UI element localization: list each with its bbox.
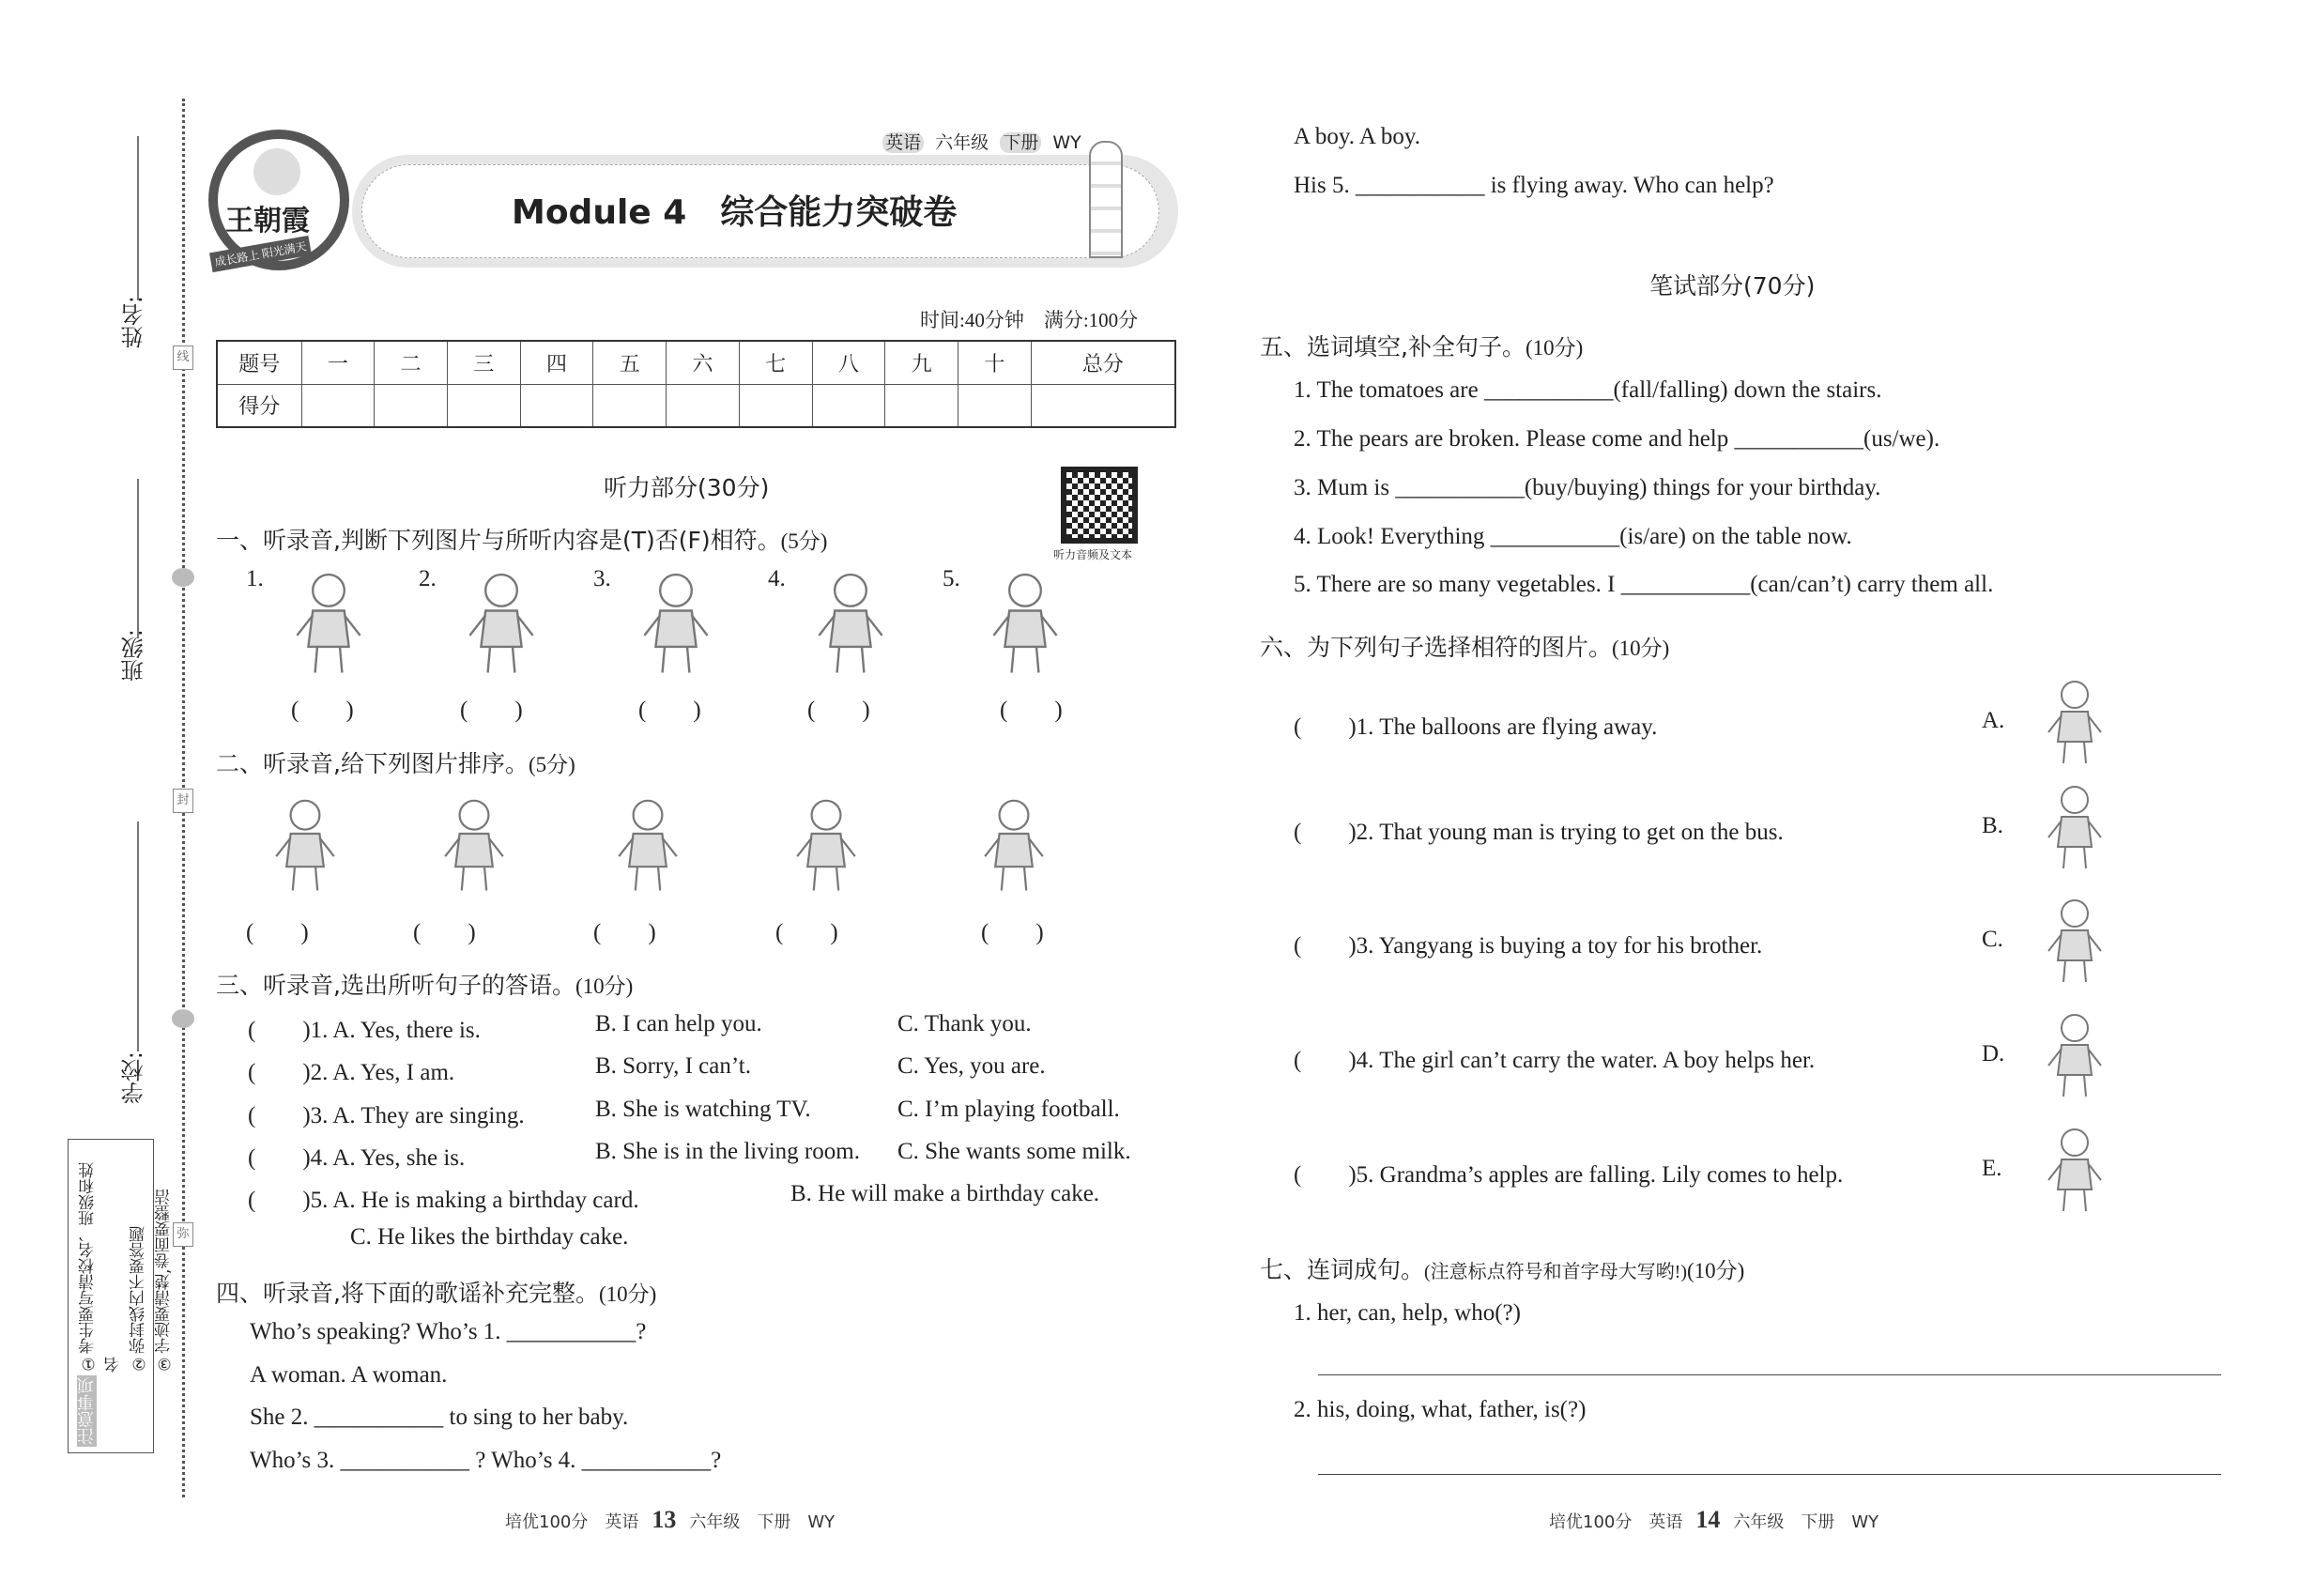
score-header: 五 bbox=[593, 341, 667, 384]
answer-paren[interactable]: ( ) bbox=[413, 920, 476, 945]
brand-logo bbox=[208, 130, 349, 270]
match-item: ( )4. The girl can’t carry the water. A boy helps her. bbox=[1294, 1048, 1816, 1073]
score-cell[interactable] bbox=[520, 384, 593, 427]
score-cell[interactable] bbox=[301, 384, 375, 427]
points: (10分) bbox=[1612, 637, 1670, 660]
match-item: ( )1. The balloons are flying away. bbox=[1294, 714, 1658, 740]
score-cell[interactable] bbox=[739, 384, 812, 427]
answer-paren[interactable]: ( ) bbox=[981, 920, 1044, 945]
picture bbox=[2014, 893, 2136, 991]
tag-edition: WY bbox=[1052, 132, 1081, 153]
picture bbox=[794, 563, 907, 685]
picture bbox=[962, 787, 1066, 906]
chant-line: Who’s 3. ___________ ? Who’s 4. ___________? bbox=[250, 1448, 722, 1473]
section-4-heading bbox=[216, 1275, 656, 1309]
time-info: 时间:40分钟 满分:100分 bbox=[920, 309, 1139, 331]
q3-3-b: B. She is watching TV. bbox=[595, 1097, 811, 1122]
picture bbox=[2014, 1122, 2136, 1220]
chant-line: Who’s speaking? Who’s 1. ___________? bbox=[250, 1319, 647, 1344]
note: (注意标点符号和首字母大写哟!) bbox=[1424, 1262, 1687, 1282]
page-number: 14 bbox=[1695, 1506, 1721, 1533]
header-tags bbox=[882, 129, 1081, 154]
score-header: 一 bbox=[301, 341, 375, 384]
option-letter: C. bbox=[1982, 927, 2003, 952]
fill-item: 4. Look! Everything ___________(is/are) on the table now. bbox=[1294, 524, 1852, 549]
order-item: 1. her, can, help, who(?) bbox=[1294, 1300, 1521, 1326]
answer-paren[interactable]: ( ) bbox=[593, 920, 656, 945]
qr-code-icon[interactable] bbox=[1061, 467, 1138, 544]
picture bbox=[2014, 1007, 2136, 1106]
school-label: 学校: bbox=[121, 1051, 147, 1105]
points: (10分) bbox=[1687, 1259, 1745, 1282]
footer-right bbox=[1549, 1506, 1878, 1534]
picture bbox=[445, 563, 558, 685]
answer-paren[interactable]: ( ) bbox=[807, 698, 870, 723]
section-7-heading bbox=[1260, 1251, 1744, 1285]
answer-paren[interactable]: ( ) bbox=[291, 698, 354, 723]
score-header: 六 bbox=[667, 341, 740, 384]
fill-item: 1. The tomatoes are ___________(fall/falling) down the stairs. bbox=[1294, 377, 1882, 403]
section-1-heading bbox=[216, 522, 827, 556]
picture bbox=[422, 787, 526, 906]
score-cell[interactable] bbox=[593, 384, 667, 427]
school-field[interactable] bbox=[137, 821, 139, 1051]
footer-suffix: 六年级 下册 WY bbox=[1733, 1512, 1879, 1532]
q3-3: ( )3. A. They are singing. bbox=[248, 1103, 525, 1128]
chant-line: She 2. ___________ to sing to her baby. bbox=[250, 1404, 629, 1430]
fill-item: 3. Mum is ___________(buy/buying) things for your birthday. bbox=[1294, 475, 1881, 500]
match-item: ( )2. That young man is trying to get on the bus. bbox=[1294, 820, 1784, 845]
swirl-icon bbox=[172, 1009, 194, 1028]
score-header: 三 bbox=[447, 341, 520, 384]
picture bbox=[620, 563, 732, 685]
points: (5分) bbox=[780, 529, 828, 553]
page-title: Module 4 综合能力突破卷 bbox=[512, 193, 958, 232]
score-cell[interactable] bbox=[958, 384, 1031, 427]
score-cell[interactable] bbox=[812, 384, 885, 427]
chant-line: A boy. A boy. bbox=[1294, 124, 1420, 149]
q3-5: ( )5. A. He is making a birthday card. bbox=[248, 1188, 639, 1213]
seal-mark: 封 bbox=[173, 789, 193, 813]
section-6-heading bbox=[1260, 629, 1669, 663]
score-header: 十 bbox=[958, 341, 1031, 384]
notice-item: ③字迹要清楚,卷面要整洁 bbox=[155, 1189, 174, 1373]
score-header: 题号 bbox=[217, 341, 301, 384]
picture bbox=[969, 563, 1081, 685]
q3-1-c: C. Thank you. bbox=[897, 1011, 1032, 1036]
heading-text: 一、听录音,判断下列图片与所听内容是(T)否(F)相符。 bbox=[216, 527, 781, 554]
q3-4-b: B. She is in the living room. bbox=[595, 1139, 860, 1164]
footer-prefix: 培优100分 英语 bbox=[505, 1512, 639, 1532]
points: (5分) bbox=[528, 753, 575, 776]
listening-title: 听力部分(30分) bbox=[604, 474, 770, 501]
fill-item: 2. The pears are broken. Please come and help ___________(us/we). bbox=[1294, 426, 1940, 452]
answer-paren[interactable]: ( ) bbox=[638, 698, 701, 723]
answer-paren[interactable]: ( ) bbox=[460, 698, 523, 723]
name-label: 姓名: bbox=[121, 296, 147, 349]
points: (10分) bbox=[598, 1282, 657, 1306]
item-number: 4. bbox=[768, 566, 786, 591]
option-letter: E. bbox=[1982, 1156, 2002, 1181]
picture bbox=[596, 787, 699, 906]
answer-line[interactable] bbox=[1318, 1474, 2221, 1475]
picture bbox=[774, 787, 878, 906]
score-row-label: 得分 bbox=[217, 384, 301, 427]
item-number: 1. bbox=[246, 566, 264, 591]
score-header: 总分 bbox=[1031, 341, 1175, 384]
footer-left bbox=[505, 1506, 835, 1534]
score-header: 二 bbox=[375, 341, 448, 384]
section-3-heading bbox=[216, 967, 633, 1001]
score-cell[interactable] bbox=[885, 384, 958, 427]
picture bbox=[253, 787, 357, 906]
q3-2: ( )2. A. Yes, I am. bbox=[248, 1060, 455, 1085]
heading-text: 五、选词填空,补全句子。 bbox=[1260, 333, 1526, 361]
option-letter: A. bbox=[1982, 708, 2005, 733]
heading-text: 四、听录音,将下面的歌谣补充完整。 bbox=[216, 1280, 599, 1307]
brand-name: 王朝霞 bbox=[225, 205, 310, 238]
footer-prefix: 培优100分 英语 bbox=[1549, 1512, 1683, 1532]
q3-2-c: C. Yes, you are. bbox=[897, 1053, 1046, 1079]
picture bbox=[272, 563, 385, 685]
portrait-icon bbox=[253, 148, 300, 195]
tag-subject: 英语 bbox=[882, 132, 924, 153]
picture bbox=[2014, 674, 2136, 773]
q3-4-c: C. She wants some milk. bbox=[897, 1139, 1131, 1164]
score-cell[interactable] bbox=[1031, 384, 1175, 427]
chant-line: His 5. ___________ is flying away. Who can help? bbox=[1294, 173, 1774, 198]
notice-item: ②弥封线内不要答题 bbox=[130, 1226, 148, 1373]
score-cell[interactable] bbox=[447, 384, 520, 427]
notice-box bbox=[68, 1139, 174, 1453]
option-letter: B. bbox=[1982, 813, 2003, 838]
order-item: 2. his, doing, what, father, is(?) bbox=[1294, 1397, 1587, 1422]
q3-1-b: B. I can help you. bbox=[595, 1011, 762, 1036]
lighthouse-icon bbox=[1089, 141, 1123, 258]
score-cell[interactable] bbox=[375, 384, 448, 427]
notice-item: ①考生要写清校名、班级和姓名 bbox=[79, 1162, 123, 1373]
q3-2-b: B. Sorry, I can’t. bbox=[595, 1053, 751, 1079]
match-item: ( )3. Yangyang is buying a toy for his brother. bbox=[1294, 933, 1763, 959]
class-label: 班级: bbox=[121, 629, 147, 683]
notice-title: 注意事项 bbox=[77, 1377, 97, 1445]
score-header: 八 bbox=[812, 341, 885, 384]
points: (10分) bbox=[575, 974, 634, 998]
tag-volume: 下册 bbox=[1000, 132, 1041, 153]
section-5-heading bbox=[1260, 329, 1583, 362]
q3-1: ( )1. A. Yes, there is. bbox=[248, 1018, 481, 1043]
option-letter: D. bbox=[1982, 1041, 2005, 1067]
class-field[interactable] bbox=[137, 479, 139, 638]
seal-mark: 线 bbox=[173, 345, 193, 370]
q3-3-c: C. I’m playing football. bbox=[897, 1097, 1120, 1122]
score-header: 四 bbox=[520, 341, 593, 384]
q3-5-b: B. He will make a birthday cake. bbox=[790, 1181, 1100, 1206]
item-number: 3. bbox=[593, 566, 611, 591]
tag-grade: 六年级 bbox=[935, 132, 989, 153]
name-field[interactable] bbox=[137, 136, 139, 300]
footer-suffix: 六年级 下册 WY bbox=[689, 1512, 836, 1532]
q3-4: ( )4. A. Yes, she is. bbox=[248, 1145, 466, 1171]
answer-line[interactable] bbox=[1318, 1374, 2221, 1375]
brand-slogan: 成长路上 阳光满天 bbox=[209, 236, 312, 272]
heading-text: 二、听录音,给下列图片排序。 bbox=[216, 750, 529, 777]
heading-text: 七、连词成句。 bbox=[1260, 1256, 1425, 1283]
picture bbox=[2014, 779, 2136, 878]
heading-text: 六、为下列句子选择相符的图片。 bbox=[1260, 634, 1613, 661]
swirl-icon bbox=[172, 568, 194, 587]
answer-paren[interactable]: ( ) bbox=[246, 920, 309, 945]
score-cell[interactable] bbox=[667, 384, 740, 427]
fill-item: 5. There are so many vegetables. I ___________(can/can’t) carry them all. bbox=[1294, 572, 1994, 597]
seal-mark: 弥 bbox=[173, 1222, 193, 1247]
answer-paren[interactable]: ( ) bbox=[775, 920, 838, 945]
item-number: 2. bbox=[419, 566, 437, 591]
score-table bbox=[216, 340, 1176, 428]
answer-paren[interactable]: ( ) bbox=[1000, 698, 1063, 723]
section-2-heading bbox=[216, 745, 575, 779]
chant-line: A woman. A woman. bbox=[250, 1362, 448, 1388]
item-number: 5. bbox=[943, 566, 960, 591]
match-item: ( )5. Grandma’s apples are falling. Lily comes to help. bbox=[1294, 1162, 1844, 1188]
page-number: 13 bbox=[652, 1506, 677, 1533]
score-header: 九 bbox=[885, 341, 958, 384]
qr-caption: 听力音频及文本 bbox=[1053, 548, 1133, 561]
points: (10分) bbox=[1525, 336, 1584, 360]
q3-5-c: C. He likes the birthday cake. bbox=[350, 1224, 629, 1250]
writing-title: 笔试部分(70分) bbox=[1649, 272, 1816, 299]
heading-text: 三、听录音,选出所听句子的答语。 bbox=[216, 972, 575, 999]
score-header: 七 bbox=[739, 341, 812, 384]
